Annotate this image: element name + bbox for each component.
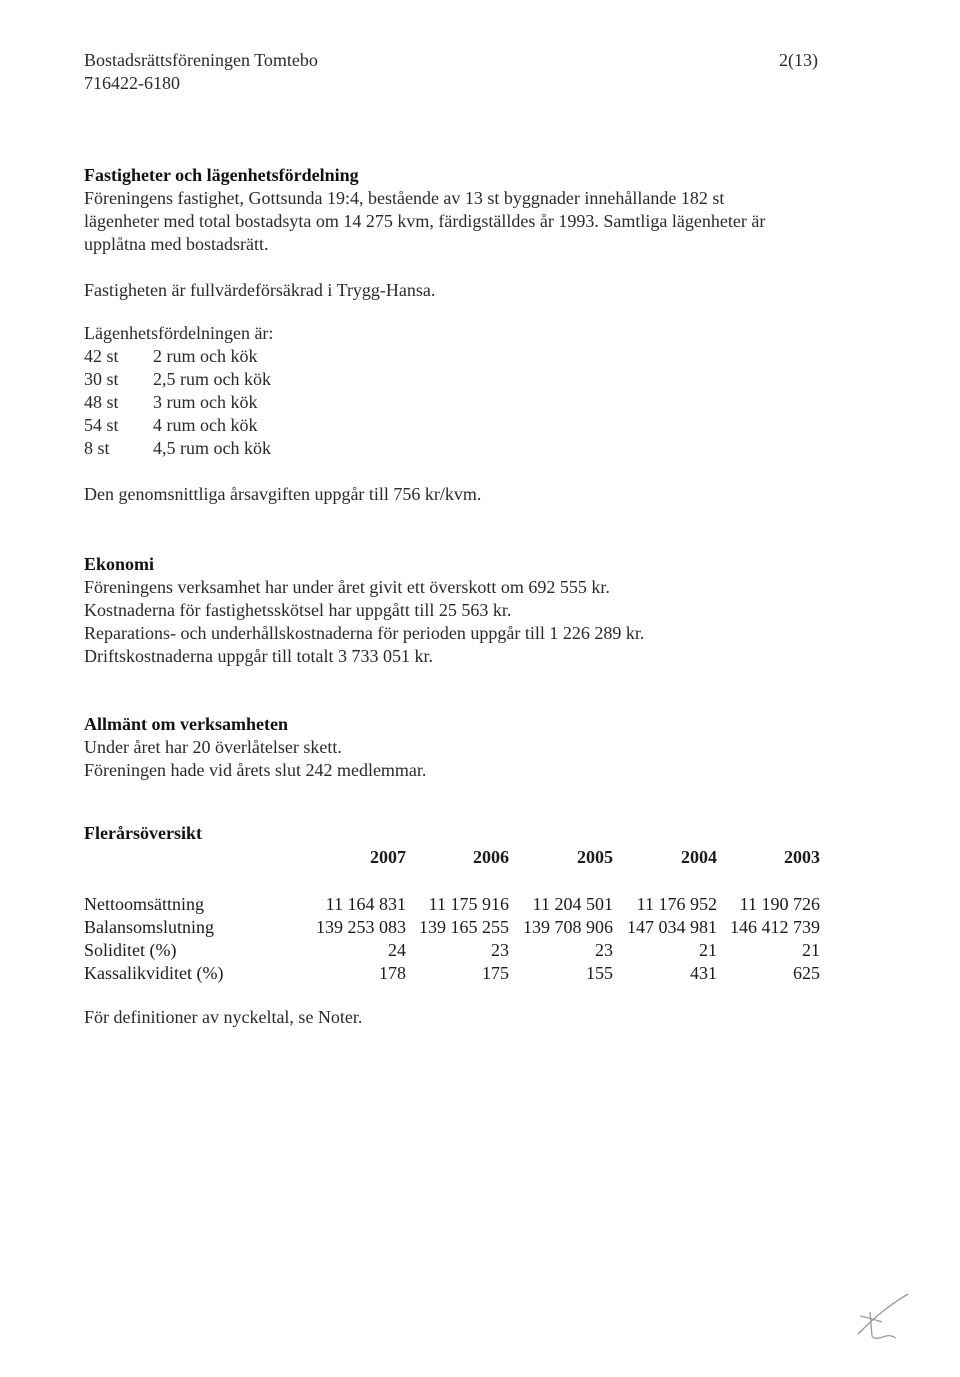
year-header: 2003 — [784, 846, 820, 867]
page-header-left — [84, 49, 318, 95]
body-line: Kostnaderna för fastighetsskötsel har uppgått till 25 563 kr. — [84, 600, 512, 620]
cell-value: 139 708 906 — [523, 917, 613, 937]
cell-value: 146 412 739 — [730, 917, 820, 937]
cell-value: 24 — [388, 940, 406, 960]
table-header-empty — [84, 843, 306, 871]
cell-value: 139 253 083 — [316, 917, 406, 937]
cell-value: 175 — [482, 963, 509, 983]
row-label: Balansomslutning — [84, 917, 214, 937]
insurance-text: Fastigheten är fullvärdeförsäkrad i Trygg-Hansa. — [84, 280, 436, 300]
apartment-count: 30 st — [84, 369, 119, 389]
section-heading-fastigheter: Fastigheter och lägenhetsfördelning — [84, 165, 359, 185]
cell-value: 21 — [802, 940, 820, 960]
cell-value: 21 — [699, 940, 717, 960]
cell-value: 178 — [379, 963, 406, 983]
row-label: Nettoomsättning — [84, 894, 204, 914]
apartment-count: 48 st — [84, 392, 119, 412]
cell-value: 23 — [491, 940, 509, 960]
apartment-distribution — [84, 322, 844, 460]
section-ekonomi — [84, 553, 844, 668]
body-line: upplåtna med bostadsrätt. — [84, 234, 269, 254]
apartment-type: 2,5 rum och kök — [153, 369, 271, 389]
year-header: 2004 — [681, 846, 717, 867]
apartment-count: 42 st — [84, 346, 119, 366]
page-number: 2(13) — [779, 50, 818, 70]
distribution-row — [84, 414, 844, 437]
cell-value: 11 164 831 — [325, 894, 406, 914]
table-row — [84, 893, 820, 916]
section-heading-overview: Flerårsöversikt — [84, 823, 202, 843]
body-line: Föreningens verksamhet har under året givit ett överskott om 692 555 kr. — [84, 577, 610, 597]
distribution-intro: Lägenhetsfördelningen är: — [84, 323, 274, 343]
handwritten-initials — [846, 1286, 916, 1346]
apartment-type: 4,5 rum och kök — [153, 438, 271, 458]
body-line: Driftskostnaderna uppgår till totalt 3 733 051 kr. — [84, 646, 433, 666]
body-line: Under året har 20 överlåtelser skett. — [84, 737, 342, 757]
section-heading-allmant: Allmänt om verksamheten — [84, 714, 288, 734]
org-name: Bostadsrättsföreningen Tomtebo — [84, 50, 318, 70]
section-heading-ekonomi: Ekonomi — [84, 554, 155, 574]
year-header: 2007 — [370, 846, 406, 867]
apartment-type: 2 rum och kök — [153, 346, 258, 366]
cell-value: 147 034 981 — [627, 917, 717, 937]
table-spacer — [84, 871, 820, 893]
distribution-row — [84, 345, 844, 368]
body-line: Föreningens fastighet, Gottsunda 19:4, bestående av 13 st byggnader innehållande 182 st — [84, 188, 725, 208]
org-number: 716422-6180 — [84, 73, 180, 93]
overview-footnote: För definitioner av nyckeltal, se Noter. — [84, 1007, 363, 1027]
table-row — [84, 916, 820, 939]
year-header: 2006 — [473, 846, 509, 867]
apartment-type: 3 rum och kök — [153, 392, 258, 412]
row-label: Kassalikviditet (%) — [84, 963, 224, 983]
body-line: lägenheter med total bostadsyta om 14 275 kvm, färdigställdes år 1993. Samtliga lägenheter är — [84, 211, 766, 231]
table-row — [84, 962, 820, 985]
table-header-row — [84, 843, 820, 871]
section-fastigheter — [84, 164, 844, 256]
cell-value: 11 176 952 — [636, 894, 717, 914]
distribution-row — [84, 391, 844, 414]
apartment-count: 8 st — [84, 438, 110, 458]
cell-value: 11 175 916 — [428, 894, 509, 914]
table-row — [84, 939, 820, 962]
distribution-row — [84, 437, 844, 460]
body-line: Reparations- och underhållskostnaderna för perioden uppgår till 1 226 289 kr. — [84, 623, 645, 643]
cell-value: 625 — [793, 963, 820, 983]
cell-value: 11 190 726 — [739, 894, 820, 914]
body-line: Föreningen hade vid årets slut 242 medlemmar. — [84, 760, 427, 780]
annual-fee-text: Den genomsnittliga årsavgiften uppgår till 756 kr/kvm. — [84, 484, 482, 504]
cell-value: 139 165 255 — [419, 917, 509, 937]
apartment-count: 54 st — [84, 415, 119, 435]
cell-value: 155 — [586, 963, 613, 983]
multi-year-overview-table — [84, 843, 820, 985]
section-allmant — [84, 713, 844, 782]
cell-value: 11 204 501 — [532, 894, 613, 914]
distribution-row — [84, 368, 844, 391]
cell-value: 23 — [595, 940, 613, 960]
apartment-type: 4 rum och kök — [153, 415, 258, 435]
row-label: Soliditet (%) — [84, 940, 177, 960]
cell-value: 431 — [690, 963, 717, 983]
year-header: 2005 — [577, 846, 613, 867]
